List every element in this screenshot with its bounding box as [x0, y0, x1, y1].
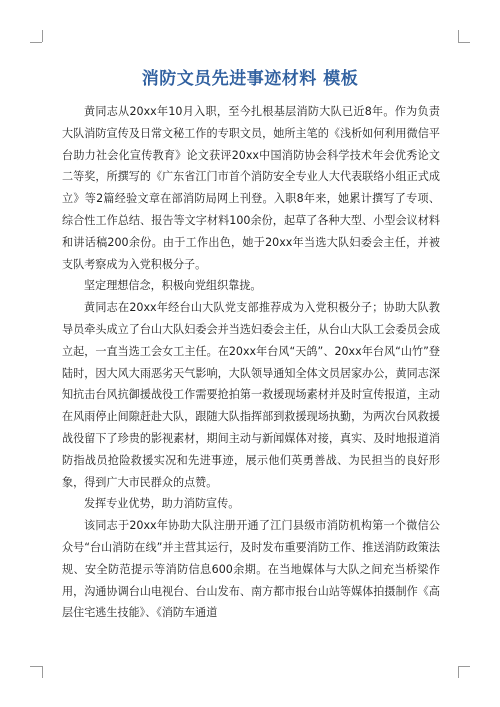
- crop-mark-bottom-left: [30, 666, 42, 667]
- crop-mark-bottom-left: [42, 666, 43, 678]
- document-title: 消防文员先进事迹材料 模板: [141, 69, 359, 89]
- crop-mark-bottom-right: [458, 666, 470, 667]
- section-heading-expertise: 发挥专业优势，助力消防宣传。: [84, 497, 240, 511]
- paragraph-party-and-rescue: 黄同志在20xx年经台山大队党支部推荐成为入党积极分子；协助大队教导员牵头成立了台山大队妇委会并当选妇委会主任，从台山大队工会委员会成立起，一直当选工会女工主任。在20xx年台风“天鸽”、20xx年台风“山竹”登陆时，因大风大雨恶劣天气影响，大队领导通知全体文员居家办公，黄同志深知抗击台风抗御援战役工作需要抢拍第一救援现场素材并及时宣传报道，主动在风雨停止间隙赶赴大队，跟随大队指挥部到救援现场执勤，为两次台风救援战役留下了珍贵的影视素材，期间主动与新闻媒体对接，真实、及时地报道消防指战员抢险救援实况和先进事迹，展示他们英勇善战、为民担当的良好形象，得到广大市民群众的点赞。: [62, 301, 440, 489]
- document-body: [62, 101, 440, 624]
- crop-mark-bottom-right: [458, 666, 459, 678]
- crop-mark-top-left: [30, 42, 42, 43]
- paragraph-wechat-publicity: 该同志于20xx年协助大队注册开通了江门县级市消防机构第一个微信公众号“台山消防在线”并主营其运行，及时发布重要消防工作、推送消防政策法规、安全防范提示等消防信息600余期。在当地媒体与大队之间充当桥梁作用，沟通协调台山电视台、台山发布、南方都市报台山站等媒体拍摄制作《高层住宅逃生技能》、《消防车通道: [62, 519, 440, 620]
- crop-mark-top-left: [42, 30, 43, 42]
- paragraph-intro: 黄同志从20xx年10月入职，至今扎根基层消防大队已近8年。作为负责大队消防宣传及日常文秘工作的专职文员，她所主笔的《浅析如何利用微信平台助力社会化宣传教育》论文获评20xx中国消防协会科学技术年会优秀论文二等奖，所撰写的《广东省江门市首个消防安全专业人大代表联络小组正式成立》等2篇经验文章在部消防局网上刊登。入职8年来，她累计撰写了专项、综合性工作总结、报告等文字材料100余份，起草了各种大型、小型会议材料和讲话稿200余份。由于工作出色，她于20xx年当选大队妇委会主任，并被支队考察成为入党积极分子。: [62, 105, 440, 271]
- crop-mark-top-right: [458, 42, 470, 43]
- crop-mark-top-right: [458, 30, 459, 42]
- section-heading-ideals: 坚定理想信念，积极向党组织靠拢。: [84, 279, 262, 293]
